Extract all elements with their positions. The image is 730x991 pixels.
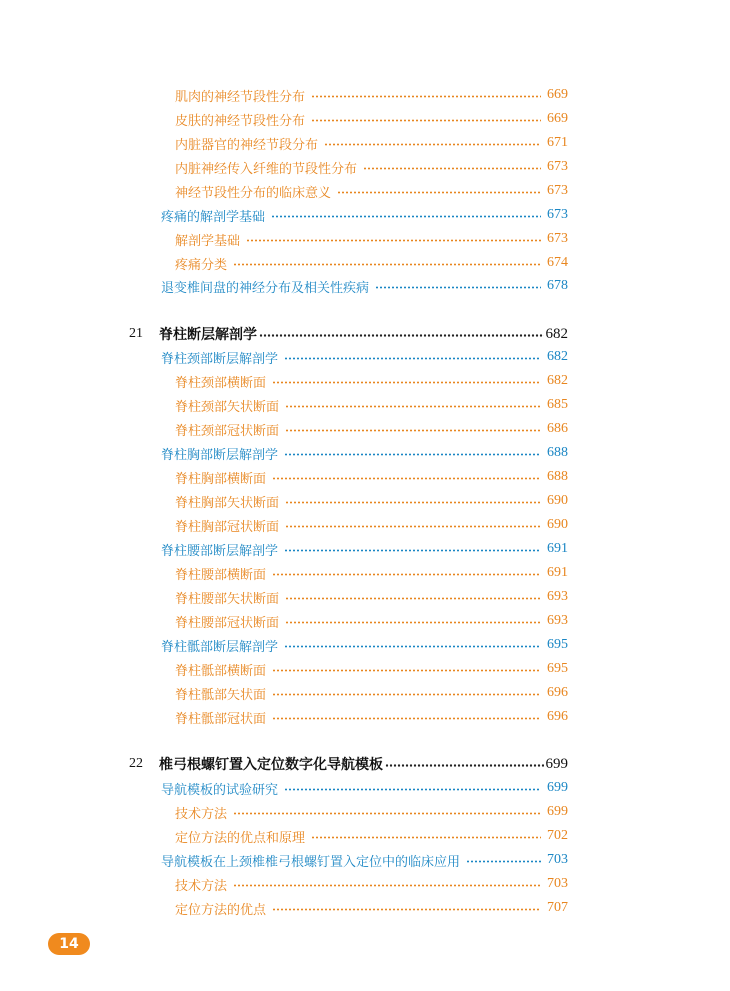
toc-entry-title: 定位方法的优点和原理 [175, 830, 306, 846]
toc-entry[interactable] [175, 681, 568, 705]
toc-entry-page: 707 [547, 900, 568, 915]
toc-entry-title: 技术方法 [175, 806, 228, 822]
toc-entry-title: 脊柱胸部横断面 [175, 471, 267, 487]
toc-section-entry[interactable] [161, 776, 568, 800]
chapter-heading-21[interactable] [129, 322, 568, 346]
toc-entry-page: 673 [547, 207, 568, 222]
toc-entry-page: 682 [547, 349, 568, 364]
dot-leader [324, 143, 541, 146]
dot-leader [284, 357, 541, 360]
toc-entry-title: 皮肤的神经节段性分布 [175, 113, 306, 129]
chapter-title: 脊柱断层解剖学 [159, 327, 257, 343]
toc-entry-title: 脊柱胸部冠状断面 [175, 519, 280, 535]
toc-entry[interactable] [175, 872, 568, 896]
dot-leader [272, 693, 541, 696]
toc-section-entry[interactable] [161, 441, 568, 465]
toc-entry-page: 703 [547, 852, 568, 867]
toc-entry-title: 脊柱颈部横断面 [175, 375, 267, 391]
toc-entry-page: 702 [547, 828, 568, 843]
toc-entry[interactable] [175, 561, 568, 585]
dot-leader [284, 549, 541, 552]
dot-leader [246, 239, 541, 242]
dot-leader [466, 860, 541, 863]
toc-entry-title: 脊柱颈部断层解剖学 [161, 351, 279, 367]
toc-entry-title: 脊柱胸部断层解剖学 [161, 447, 279, 463]
toc-entry[interactable] [175, 369, 568, 393]
toc-entry[interactable] [175, 417, 568, 441]
toc-entry-page: 696 [547, 685, 568, 700]
toc-entry[interactable] [175, 179, 568, 203]
dot-leader [285, 525, 541, 528]
dot-leader [285, 501, 541, 504]
toc-entry[interactable] [175, 489, 568, 513]
toc-entry-page: 671 [547, 135, 568, 150]
toc-entry-page: 695 [547, 661, 568, 676]
toc-entry-page: 703 [547, 876, 568, 891]
toc-entry-page: 690 [547, 517, 568, 532]
toc-entry-page: 690 [547, 493, 568, 508]
toc-entry-page: 695 [547, 637, 568, 652]
toc-entry-title: 解剖学基础 [175, 233, 241, 249]
toc-entry-page: 691 [547, 541, 568, 556]
toc-entry-title: 退变椎间盘的神经分布及相关性疾病 [161, 280, 370, 296]
chapter-number: 21 [129, 326, 143, 341]
toc-entry[interactable] [175, 824, 568, 848]
toc-entry-page: 685 [547, 397, 568, 412]
toc-entry[interactable] [175, 585, 568, 609]
dot-leader [272, 573, 541, 576]
toc-entry-page: 674 [547, 255, 568, 270]
toc-section-entry[interactable] [161, 537, 568, 561]
dot-leader [285, 429, 541, 432]
page-number-badge: 14 [48, 933, 90, 955]
toc-entry-title: 脊柱腰部冠状断面 [175, 615, 280, 631]
toc-entry[interactable] [175, 227, 568, 251]
toc-entry-title: 脊柱骶部横断面 [175, 663, 267, 679]
dot-leader [311, 119, 541, 122]
dot-leader [233, 812, 541, 815]
toc-entry-page: 673 [547, 231, 568, 246]
toc-entry-page: 693 [547, 589, 568, 604]
toc-entry-title: 脊柱骶部矢状面 [175, 687, 267, 703]
toc-entry-title: 脊柱腰部断层解剖学 [161, 543, 279, 559]
chapter-title: 椎弓根螺钉置入定位数字化导航模板 [159, 757, 383, 773]
chapter-page: 699 [545, 755, 568, 772]
toc-entry-title: 脊柱颈部矢状断面 [175, 399, 280, 415]
toc-entry-page: 688 [547, 445, 568, 460]
dot-leader [272, 908, 541, 911]
toc-entry[interactable] [175, 107, 568, 131]
toc-entry-page: 686 [547, 421, 568, 436]
dot-leader [311, 95, 541, 98]
dot-leader [272, 669, 541, 672]
toc-section-entry[interactable] [161, 633, 568, 657]
toc-entry[interactable] [175, 393, 568, 417]
dot-leader [272, 477, 541, 480]
toc-entry-title: 脊柱腰部矢状断面 [175, 591, 280, 607]
toc-section-entry[interactable] [161, 274, 568, 298]
toc-entry-page: 678 [547, 278, 568, 293]
toc-entry-page: 691 [547, 565, 568, 580]
toc-entry-title: 疼痛的解剖学基础 [161, 209, 266, 225]
toc-entry-page: 696 [547, 709, 568, 724]
dot-leader [285, 597, 541, 600]
toc-entry-page: 699 [547, 780, 568, 795]
toc-entry[interactable] [175, 131, 568, 155]
toc-entry[interactable] [175, 896, 568, 920]
toc-entry-page: 673 [547, 183, 568, 198]
toc-entry-page: 673 [547, 159, 568, 174]
toc-entry[interactable] [175, 800, 568, 824]
toc-entry-page: 669 [547, 87, 568, 102]
dot-leader [272, 717, 541, 720]
dot-leader [233, 884, 541, 887]
dot-leader [363, 167, 541, 170]
dot-leader [285, 405, 541, 408]
toc-entry-page: 669 [547, 111, 568, 126]
dot-leader [259, 334, 544, 337]
dot-leader [337, 191, 541, 194]
toc-entry[interactable] [175, 609, 568, 633]
dot-leader [375, 286, 541, 289]
toc-entry-title: 导航模板在上颈椎椎弓根螺钉置入定位中的临床应用 [161, 854, 461, 870]
toc-section-entry[interactable] [161, 345, 568, 369]
dot-leader [311, 836, 541, 839]
toc-entry-title: 技术方法 [175, 878, 228, 894]
toc-entry-page: 699 [547, 804, 568, 819]
toc-entry-title: 脊柱胸部矢状断面 [175, 495, 280, 511]
toc-entry-title: 内脏神经传入纤维的节段性分布 [175, 161, 358, 177]
dot-leader [233, 263, 541, 266]
toc-entry[interactable] [175, 251, 568, 275]
toc-entry[interactable] [175, 465, 568, 489]
chapter-number: 22 [129, 756, 143, 771]
toc-entry-title: 脊柱骶部冠状面 [175, 711, 267, 727]
toc-entry[interactable] [175, 657, 568, 681]
dot-leader [385, 764, 544, 767]
toc-section-entry[interactable] [161, 203, 568, 227]
toc-entry[interactable] [175, 155, 568, 179]
toc-entry-title: 脊柱骶部断层解剖学 [161, 639, 279, 655]
dot-leader [284, 645, 541, 648]
toc-entry[interactable] [175, 513, 568, 537]
toc-entry[interactable] [175, 83, 568, 107]
dot-leader [284, 453, 541, 456]
dot-leader [272, 381, 541, 384]
toc-entry-title: 内脏器官的神经节段分布 [175, 137, 319, 153]
toc-entry-title: 肌肉的神经节段性分布 [175, 89, 306, 105]
toc-entry-page: 688 [547, 469, 568, 484]
toc-section-entry[interactable] [161, 848, 568, 872]
toc-entry-page: 693 [547, 613, 568, 628]
toc-entry-page: 682 [547, 373, 568, 388]
toc-entry-title: 神经节段性分布的临床意义 [175, 185, 332, 201]
chapter-heading-22[interactable] [129, 752, 568, 776]
toc-entry-title: 脊柱腰部横断面 [175, 567, 267, 583]
dot-leader [285, 621, 541, 624]
dot-leader [271, 215, 541, 218]
toc-entry[interactable] [175, 705, 568, 729]
dot-leader [284, 788, 541, 791]
toc-entry-title: 定位方法的优点 [175, 902, 267, 918]
chapter-page: 682 [545, 325, 568, 342]
toc-entry-title: 导航模板的试验研究 [161, 782, 279, 798]
toc-entry-title: 疼痛分类 [175, 257, 228, 273]
toc-entry-title: 脊柱颈部冠状断面 [175, 423, 280, 439]
